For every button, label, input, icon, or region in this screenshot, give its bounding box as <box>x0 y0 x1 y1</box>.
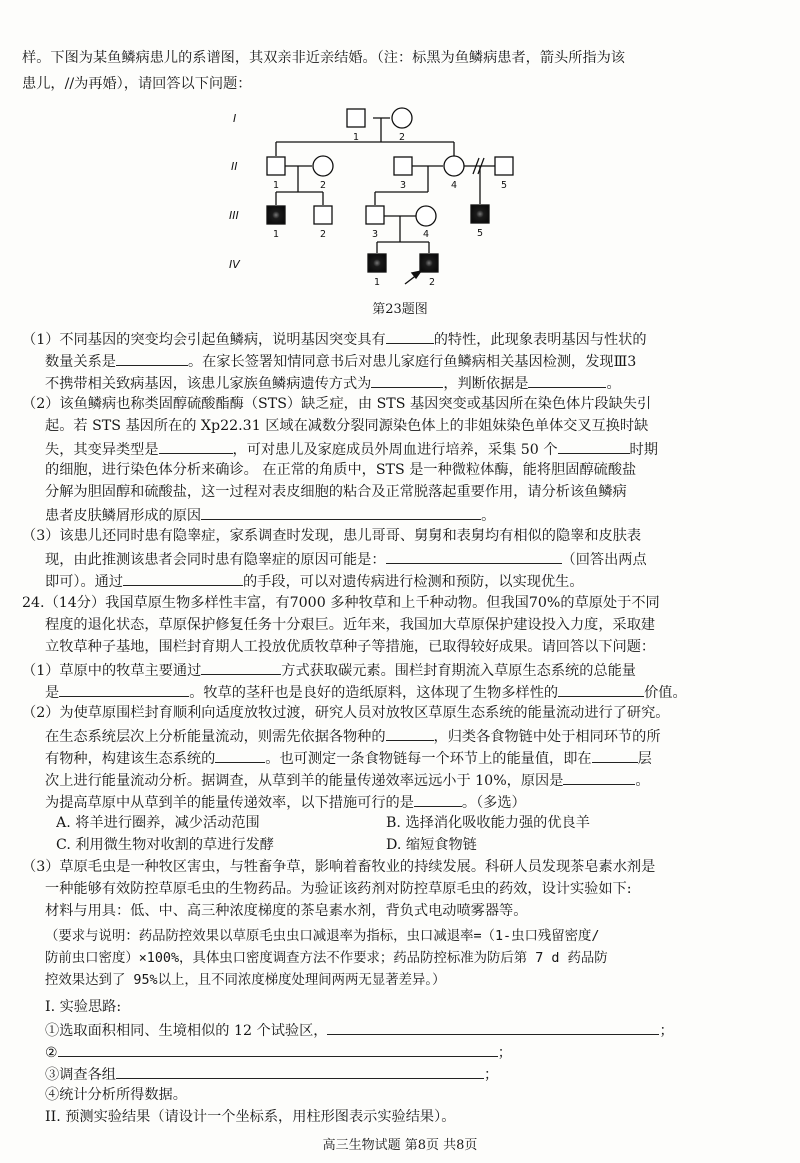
text: （回答出两点 <box>561 552 647 568</box>
answer-blank[interactable] <box>386 548 562 564</box>
individual-II2-female <box>313 156 333 176</box>
answer-blank[interactable] <box>201 659 281 675</box>
q23-p1-line-3 <box>45 372 782 394</box>
text: ①选取面积相同、生境相似的 12 个试验区， <box>45 1023 328 1039</box>
q24-step-2 <box>45 1041 782 1063</box>
q24-p1-line-1 <box>22 659 782 681</box>
q24-step-3 <box>45 1063 782 1085</box>
answer-blank[interactable] <box>58 1041 498 1057</box>
q24-p2-line-3 <box>45 747 782 769</box>
q24-step-4: ④统计分析所得数据。 <box>45 1087 187 1103</box>
q23-p2-line-2: 起。若 STS 基因所在的 Xp22.31 区域在减数分裂同源染色体上的非姐妹染色单体交叉互换时缺 <box>45 418 649 434</box>
text: 不携带相关致病基因，该患儿家族鱼鳞病遗传方式为 <box>45 376 372 392</box>
label-III4: 4 <box>422 229 430 240</box>
answer-blank[interactable] <box>215 747 265 763</box>
q24-p3-line-3: 材料与用具：低、中、高三种浓度梯度的茶皂素水剂，背负式电动喷雾器等。 <box>45 903 528 919</box>
q24-note-line-3: 控效果达到了 95%以上，且不同浓度梯度处理间两两无显著差异。） <box>45 973 446 988</box>
label-IV1: 1 <box>373 277 381 288</box>
q24-p2-line-4 <box>45 769 782 791</box>
text: 数量关系是 <box>45 354 116 370</box>
text: ； <box>497 1045 512 1061</box>
intro-line-2: 患儿，//为再婚），请回答以下问题： <box>22 76 252 92</box>
text: ，判断依据是 <box>443 376 529 392</box>
answer-blank[interactable] <box>123 570 243 586</box>
q24-steps-title: I. 实验思路: <box>45 999 122 1015</box>
q24-p1-line-2 <box>45 681 782 703</box>
label-II2: 2 <box>319 180 327 191</box>
label-II3: 3 <box>399 180 407 191</box>
text: 的特性，此现象表明基因与性状的 <box>433 332 647 348</box>
answer-blank[interactable] <box>59 681 189 697</box>
q24-p3-line-2: 一种能够有效防控草原毛虫的生物药品。为验证该药剂对防控草原毛虫的药效，设计实验如下: <box>45 881 632 897</box>
individual-III1-affected-male <box>267 206 285 224</box>
text: 。在家长签署知情同意书后对患儿家庭行鱼鳞病相关基因检测，发现Ⅲ3 <box>187 354 637 370</box>
label-IV2: 2 <box>428 277 436 288</box>
pedigree-chart <box>222 96 522 296</box>
text: （1）草原中的牧草主要通过 <box>22 663 202 679</box>
label-II5: 5 <box>500 180 508 191</box>
option-d[interactable]: D. 缩短食物链 <box>386 837 477 853</box>
generation-label-IV: IV <box>229 258 240 271</box>
individual-II4-female <box>444 156 464 176</box>
individual-IV2-affected-male-proband <box>420 254 438 272</box>
individual-III4-female <box>416 206 436 226</box>
figure-caption: 第23题图 <box>372 302 428 317</box>
individual-III3-male <box>366 206 384 224</box>
text: ； <box>659 1023 674 1039</box>
answer-blank[interactable] <box>386 725 434 741</box>
text: 即可）。通过 <box>45 574 124 590</box>
text: 时期 <box>629 442 658 458</box>
answer-blank[interactable] <box>558 438 630 454</box>
text: 失，其变异类型是 <box>45 442 159 458</box>
q23-p3-line-2 <box>45 548 782 570</box>
q24-options-row-1 <box>56 813 782 833</box>
q24-head-line-3: 立牧草种子基地，围栏封育期人工投放优质牧草种子等措施，已取得较好成果。请回答以下问题： <box>45 639 656 655</box>
answer-blank[interactable] <box>371 372 443 388</box>
q24-p2-line-2 <box>45 725 782 747</box>
answer-blank[interactable] <box>528 372 606 388</box>
text: 为提高草原中从草到羊的能量传递效率，以下措施可行的是 <box>45 795 414 811</box>
text: 。 <box>481 508 496 524</box>
answer-blank[interactable] <box>201 504 481 520</box>
text: 。 <box>606 376 621 392</box>
text: ③调查各组 <box>45 1067 116 1083</box>
individual-I1-male <box>347 109 365 127</box>
q23-p2-line-6 <box>45 504 782 526</box>
text: 。 <box>635 773 650 789</box>
q23-p3-line-3 <box>45 570 782 592</box>
text: 。（多选） <box>461 795 526 811</box>
option-b[interactable]: B. 选择消化吸收能力强的优良羊 <box>386 815 590 831</box>
q23-p2-line-3 <box>45 438 782 460</box>
generation-label-III: III <box>229 209 239 222</box>
answer-blank[interactable] <box>159 438 233 454</box>
text: 价值。 <box>644 685 687 701</box>
option-c[interactable]: C. 利用微生物对收割的草进行发酵 <box>56 837 274 853</box>
generation-label-II: II <box>231 160 238 173</box>
text: 患者皮肤鳞屑形成的原因 <box>45 508 202 524</box>
answer-blank[interactable] <box>116 1063 484 1079</box>
text: ； <box>483 1067 499 1083</box>
text: 方式获取碳元素。围栏封育期流入草原生态系统的总能量 <box>281 663 636 679</box>
individual-III5-affected-male <box>471 205 489 223</box>
answer-blank[interactable] <box>327 1019 659 1035</box>
text: 现，由此推测该患者会同时患有隐睾症的原因可能是： <box>45 552 386 568</box>
text: 在生态系统层次上分析能量流动，则需先依据各物种的 <box>45 729 386 745</box>
text: ，归类各食物链中处于相同环节的所 <box>433 729 661 745</box>
text: ，可对患儿及家庭成员外周血进行培养，采集 50 个 <box>232 442 558 458</box>
q23-p1-line-2 <box>45 350 782 372</box>
text: 。牧草的茎秆也是良好的造纸原料，这体现了生物多样性的 <box>189 685 559 701</box>
label-III3: 3 <box>371 229 379 240</box>
individual-II5-male <box>495 157 513 175</box>
q24-step-1 <box>45 1019 782 1041</box>
individual-II1-male <box>267 157 285 175</box>
label-II4: 4 <box>450 180 458 191</box>
q24-head-line-2: 程度的退化状态，草原保护修复任务十分艰巨。近年来，我国加大草原保护建设投入力度，采取建 <box>45 617 656 633</box>
text: 的手段，可以对遗传病进行检测和预防，以实现优生。 <box>243 574 584 590</box>
individual-I2-female <box>392 108 412 128</box>
q23-p2-line-5: 分解为胆固醇和硫酸盐，这一过程对表皮细胞的粘合及正常脱落起重要作用，请分析该鱼鳞病 <box>45 484 627 500</box>
answer-blank[interactable] <box>116 350 188 366</box>
label-I2: 2 <box>398 132 406 143</box>
q24-options-row-2 <box>56 835 782 855</box>
q24-p2-line-5 <box>45 791 782 813</box>
q23-p3-line-1: （3）该患儿还同时患有隐睾症，家系调查时发现，患儿哥哥、舅舅和表舅均有相似的隐睾和皮肤表 <box>22 528 642 544</box>
option-a[interactable]: A. 将羊进行圈养，减少活动范围 <box>56 815 260 831</box>
answer-blank[interactable] <box>386 328 434 344</box>
q24-p2-line-1: （2）为使草原围栏封育顺利向适度放牧过渡，研究人员对放牧区草原生态系统的能量流动进行了研究。 <box>22 705 670 721</box>
q23-p2-line-4: 的细胞，进行染色体分析来确诊。 在正常的角质中，STS 是一种微粒体酶，能将胆固醇硫酸盐 <box>45 462 637 478</box>
text: 。也可测定一条食物链每一个环节上的能量值，即在 <box>265 751 592 767</box>
q24-note-line-2: 防前虫口密度）×100%，具体虫口密度调查方法不作要求；药品防控标准为防后第 7 d 药品防 <box>45 951 608 966</box>
label-II1: 1 <box>272 180 280 191</box>
generation-label-I: I <box>233 112 237 125</box>
q24-note-line-1: （要求与说明：药品防控效果以草原毛虫虫口减退率为指标，虫口减退率=（1-虫口残留密度/ <box>45 929 600 944</box>
individual-II3-male <box>394 157 412 175</box>
text: 层 <box>637 751 652 767</box>
individual-III2-male <box>314 206 332 224</box>
answer-blank[interactable] <box>558 681 644 697</box>
answer-blank[interactable] <box>563 769 635 785</box>
text: ② <box>45 1045 58 1061</box>
intro-line-1: 样。下图为某鱼鳞病患儿的系谱图，其双亲非近亲结婚。（注：标黑为鱼鳞病患者，箭头所指为该 <box>22 50 625 66</box>
label-III1: 1 <box>272 229 280 240</box>
q24-p3-line-1: （3）草原毛虫是一种牧区害虫，与牲畜争草，影响着畜牧业的持续发展。科研人员发现茶皂素水剂是 <box>22 859 656 875</box>
text: 是 <box>45 685 60 701</box>
text: 次上进行能量流动分析。据调查，从草到羊的能量传递效率远远小于 10%，原因是 <box>45 773 564 789</box>
answer-blank[interactable] <box>592 747 638 763</box>
page-footer: 高三生物试题 第8页 共8页 <box>322 1138 478 1153</box>
text: （1）不同基因的突变均会引起鱼鳞病，说明基因突变具有 <box>22 332 386 348</box>
label-III2: 2 <box>319 229 327 240</box>
individual-IV1-affected-male <box>368 254 386 272</box>
text: 有物种，构建该生态系统的 <box>45 751 216 767</box>
answer-blank[interactable] <box>414 791 462 807</box>
label-I1: 1 <box>352 132 360 143</box>
q24-results-prompt: II. 预测实验结果（请设计一个坐标系，用柱形图表示实验结果）。 <box>45 1109 456 1125</box>
q24-head-line-1: 24.（14分）我国草原生物多样性丰富，有7000 多种牧草和上千种动物。但我国70%的草原处于不同 <box>22 595 660 611</box>
q23-p1-line-1 <box>22 328 782 350</box>
q23-p2-line-1: （2）该鱼鳞病也称类固醇硫酸酯酶（STS）缺乏症，由 STS 基因突变或基因所在染色体片段缺失引 <box>22 396 652 412</box>
label-III5: 5 <box>476 228 484 239</box>
